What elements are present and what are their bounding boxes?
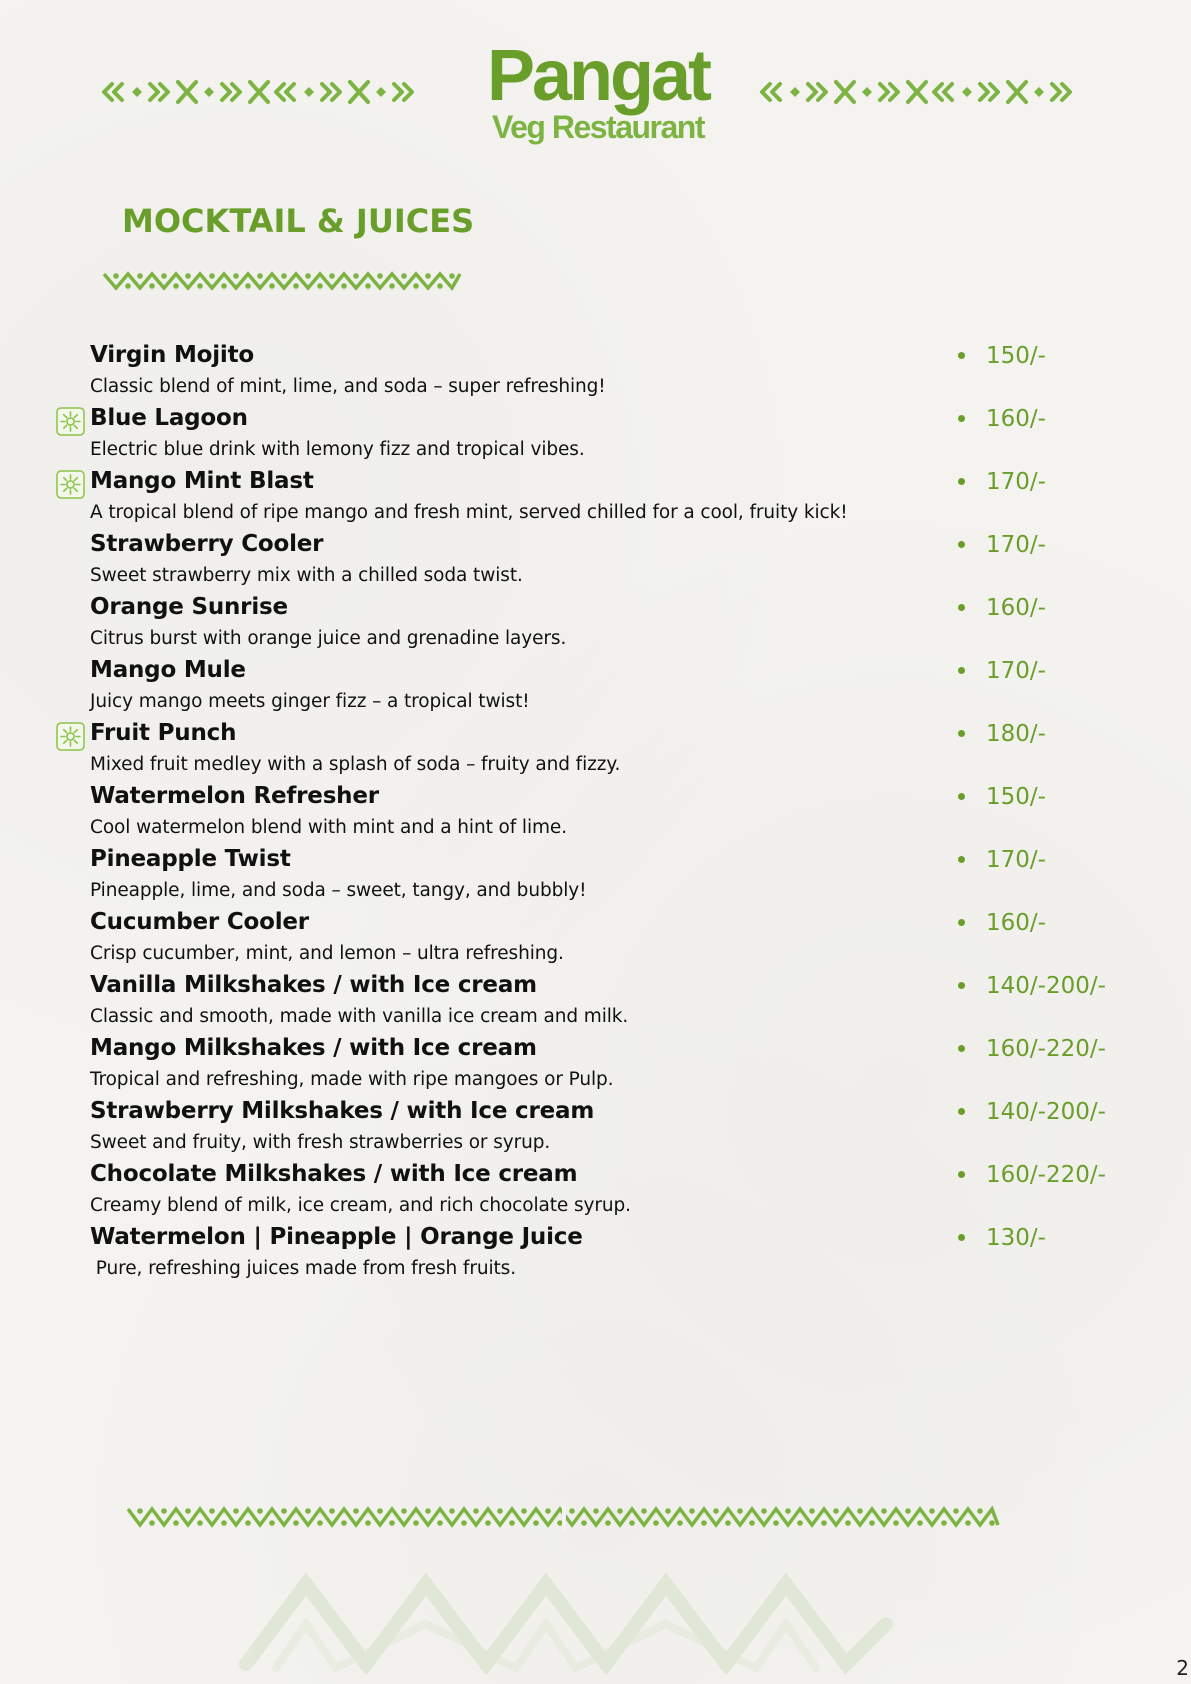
menu-item	[0, 777, 1191, 840]
menu-item-description: Sweet and fruity, with fresh strawberries or syrup.	[90, 1132, 551, 1153]
price-bullet-icon	[958, 856, 965, 863]
menu-item-name: Cucumber Cooler	[90, 909, 309, 935]
brand-name: Pangat	[486, 36, 710, 116]
menu-item-name: Virgin Mojito	[90, 342, 255, 368]
menu-item	[0, 1155, 1191, 1218]
menu-item-description: Juicy mango meets ginger fizz – a tropical twist!	[90, 691, 530, 712]
menu-item	[0, 525, 1191, 588]
menu-item-name: Mango Mint Blast	[90, 468, 314, 494]
veg-mark-icon	[56, 722, 85, 751]
menu-item-description: Creamy blend of milk, ice cream, and rich chocolate syrup.	[90, 1195, 631, 1216]
price-bullet-icon	[958, 1045, 965, 1052]
veg-mark-icon	[56, 470, 85, 499]
menu-item	[0, 903, 1191, 966]
menu-item-name: Strawberry Milkshakes / with Ice cream	[90, 1098, 595, 1124]
menu-item-price: 140/-200/-	[986, 973, 1106, 999]
price-bullet-icon	[958, 352, 965, 359]
price-bullet-icon	[958, 1234, 965, 1241]
price-bullet-icon	[958, 1171, 965, 1178]
menu-item-name: Pineapple Twist	[90, 846, 291, 872]
menu-item-price: 160/-	[986, 595, 1046, 621]
price-bullet-icon	[958, 982, 965, 989]
menu-item-price: 160/-	[986, 406, 1046, 432]
menu-item-name: Mango Mule	[90, 657, 246, 683]
menu-item-description: Electric blue drink with lemony fizz and tropical vibes.	[90, 439, 585, 460]
menu-item-price: 130/-	[986, 1225, 1046, 1251]
footer-zigzag-ornament-icon	[126, 1503, 1002, 1539]
menu-item-description: A tropical blend of ripe mango and fresh mint, served chilled for a cool, fruity kick!	[90, 502, 848, 523]
menu-item-name: Watermelon | Pineapple | Orange Juice	[90, 1224, 583, 1250]
menu-item-price: 160/-220/-	[986, 1036, 1106, 1062]
menu-item-name: Vanilla Milkshakes / with Ice cream	[90, 972, 537, 998]
menu-item-name: Strawberry Cooler	[90, 531, 324, 557]
menu-item	[0, 462, 1191, 525]
menu-item-description: Classic and smooth, made with vanilla ice cream and milk.	[90, 1006, 629, 1027]
menu-item-description: Pineapple, lime, and soda – sweet, tangy, and bubbly!	[90, 880, 587, 901]
menu-item-name: Watermelon Refresher	[90, 783, 379, 809]
menu-item-price: 160/-220/-	[986, 1162, 1106, 1188]
menu-item	[0, 1218, 1191, 1281]
menu-item-description: Sweet strawberry mix with a chilled soda twist.	[90, 565, 523, 586]
price-bullet-icon	[958, 604, 965, 611]
menu-item-price: 140/-200/-	[986, 1099, 1106, 1125]
price-bullet-icon	[958, 793, 965, 800]
menu-item-description: Citrus burst with orange juice and grenadine layers.	[90, 628, 567, 649]
menu-item	[0, 336, 1191, 399]
price-bullet-icon	[958, 919, 965, 926]
price-bullet-icon	[958, 667, 965, 674]
page-number: 2	[1176, 1656, 1189, 1680]
menu-item-name: Orange Sunrise	[90, 594, 288, 620]
menu-item-price: 160/-	[986, 910, 1046, 936]
price-bullet-icon	[958, 541, 965, 548]
menu-item-description: Cool watermelon blend with mint and a hint of lime.	[90, 817, 567, 838]
price-bullet-icon	[958, 1108, 965, 1115]
menu-item-price: 150/-	[986, 784, 1046, 810]
menu-item-description: Pure, refreshing juices made from fresh fruits.	[90, 1258, 516, 1279]
menu-item-description: Mixed fruit medley with a splash of soda – fruity and fizzy.	[90, 754, 621, 775]
menu-item-description: Tropical and refreshing, made with ripe mangoes or Pulp.	[90, 1069, 614, 1090]
menu-item-name: Chocolate Milkshakes / with Ice cream	[90, 1161, 578, 1187]
brand-subtitle: Veg Restaurant	[492, 109, 704, 145]
menu-item	[0, 588, 1191, 651]
menu-item-description: Crisp cucumber, mint, and lemon – ultra refreshing.	[90, 943, 564, 964]
menu-item	[0, 1092, 1191, 1155]
menu-item	[0, 651, 1191, 714]
menu-item	[0, 840, 1191, 903]
price-bullet-icon	[958, 478, 965, 485]
veg-mark-icon	[56, 407, 85, 436]
menu-item-price: 170/-	[986, 532, 1046, 558]
footer-faded-chevron-ornament-icon	[236, 1564, 896, 1678]
menu-item-description: Classic blend of mint, lime, and soda – super refreshing!	[90, 376, 606, 397]
menu-item-price: 150/-	[986, 343, 1046, 369]
menu-item	[0, 966, 1191, 1029]
menu-item-price: 170/-	[986, 658, 1046, 684]
menu-item-name: Mango Milkshakes / with Ice cream	[90, 1035, 537, 1061]
menu-item	[0, 1029, 1191, 1092]
menu-list	[0, 336, 1191, 1281]
menu-item	[0, 399, 1191, 462]
section-title: MOCKTAIL & JUICES	[122, 202, 475, 240]
menu-item-name: Fruit Punch	[90, 720, 237, 746]
brand-header	[0, 36, 1191, 145]
menu-item-name: Blue Lagoon	[90, 405, 248, 431]
menu-item	[0, 714, 1191, 777]
price-bullet-icon	[958, 415, 965, 422]
section-zigzag-ornament-icon	[102, 268, 464, 302]
menu-item-price: 170/-	[986, 847, 1046, 873]
menu-item-price: 170/-	[986, 469, 1046, 495]
menu-item-price: 180/-	[986, 721, 1046, 747]
price-bullet-icon	[958, 730, 965, 737]
